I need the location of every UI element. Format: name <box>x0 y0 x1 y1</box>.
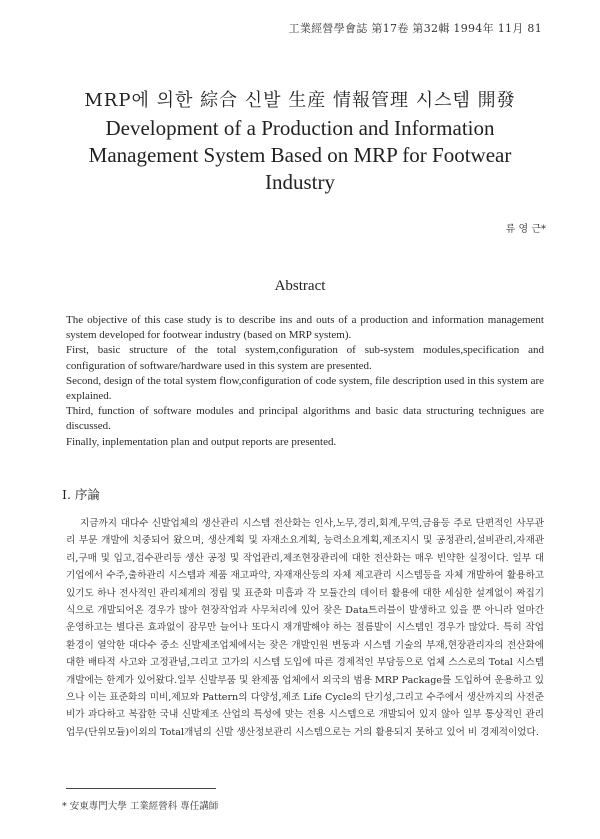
title-english: Development of a Production and Information Management System Based on MRP for Footwear Industry <box>88 116 512 194</box>
introduction-body: 지금까지 대다수 신발업체의 생산관리 시스템 전산화는 인사,노무,경리,회계,무역,금융등 주로 단편적인 사무관리 부문 개발에 치중되어 왔으며, 생산계획 및 자재소요계획, 능력소요계획,제조지시 및 공정관리,설비관리,자재관리,구매 및 입고,검수관리등 생산 공정 및 작업관리,제조현장관리에 대한 전산화는 매우 빈약한 실정이다. 일부 대기업에서 수주,출하관리 시스템과 제품 재고파악, 자재재산등의 자체 제고관리 시스템등을 자체 개발하여 활용하고 있기도 하나 전사적인 관리체계의 정립 및 표준화 미흡과 각 모듈간의 데이터 활용에 대한 세심한 설계없이 짜집기 식으로 개발되어온 경우가 많아 현장작업과 사무처리에 있어 잦은 Data트러블이 발생하고 있을 뿐 아니라 얼마간 운영하고는 별다른 효과없이 잠무만 늘어나 또다시 재개발해야 하는 절름발이 시스템인 경우가 많았다. 특히 작업환경이 열악한 대다수 중소 신발제조업체에서는 잦은 개발인원 변동과 시스템 기술의 부재,현장관리자의 전산화에 대한 배타적 사고와 고정관념,그리고 고가의 시스템 도입에 따른 경제적인 부담등으로 업체 스스로의 Total 시스템 개발에는 한계가 있어왔다.일부 신발부품 및 완제품 업체에서 외국의 범용 MRP Package를 도입하여 운용하고 있으나 이는 표준화의 미비,제묘와 Pattern의 다양성,제조 Life Cycle의 단기성,그리고 수주에서 생산까지의 사전준비가 과다하고 복잡한 국내 신발제조 산업의 특성에 맞는 전용 시스템으로 개발되어 있지 않아 일부 통상적인 관리업무(단위모듈)이외의 Total개념의 신발 생산정보관리 시스템으로는 거의 활용되지 못하고 있어 비 경제적이었다. <box>66 518 544 738</box>
abstract-paragraph: Second, design of the total system flow,configuration of code system, file description used in this system are explained. <box>66 374 544 403</box>
section-heading-introduction: Ⅰ. 序論 <box>62 487 100 502</box>
footnote-affiliation: * 安東專門大學 工業經營科 專任講師 <box>62 801 219 812</box>
title-korean: MRP에 의한 綜合 신발 生産 情報管理 시스템 開發 <box>84 90 516 111</box>
author: 류 영 근* <box>505 224 546 235</box>
abstract-heading: Abstract <box>274 278 326 294</box>
running-header: 工業經營學會誌 第17卷 第32輯 1994年 11月 81 <box>288 22 542 35</box>
abstract-paragraph: First, basic structure of the total system,configuration of sub-system modules,specification and configuration of software/hardware used in this system are presented. <box>66 344 544 372</box>
abstract-body <box>66 313 544 450</box>
abstract-paragraph: The objective of this case study is to describe ins and outs of a production and information management system developed for footwear industry (based on MRP system). <box>66 314 544 342</box>
abstract-paragraph: Finally, inplementation plan and output reports are presented. <box>66 435 337 448</box>
abstract-paragraph: Third, function of software modules and principal algorithms and basic data structuring technigues are discussed. <box>66 405 544 433</box>
footnote-divider <box>66 788 216 789</box>
